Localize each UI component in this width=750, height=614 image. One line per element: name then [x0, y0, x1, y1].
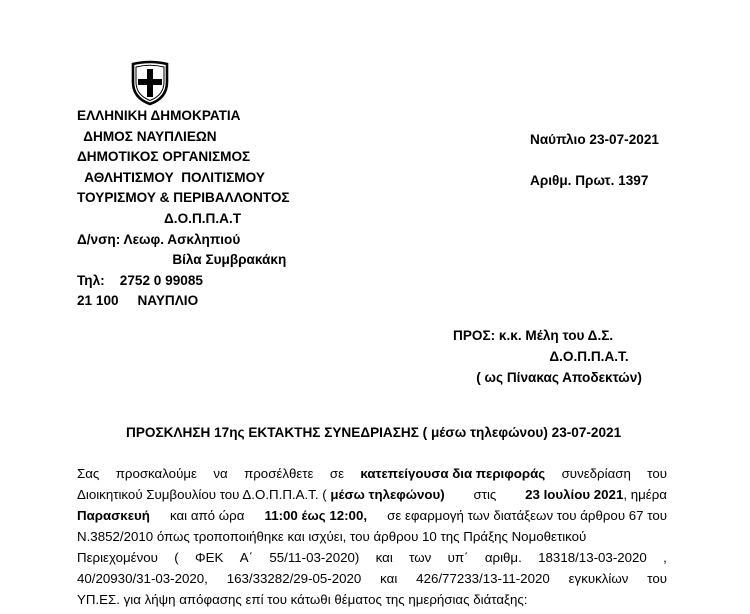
document-meta	[530, 130, 659, 212]
body-line	[77, 526, 667, 547]
letterhead-country: ΕΛΛΗΝΙΚΗ ΔΗΜΟΚΡΑΤΙΑ	[77, 108, 241, 123]
recipient-line: Δ.Ο.Π.Π.Α.Τ.	[497, 349, 629, 364]
word: αριθμ.	[484, 550, 522, 565]
body-line	[77, 463, 667, 484]
body-line	[77, 505, 667, 526]
text: ΥΠ.ΕΣ. για λήψη απόφασης επί του κάτωθι θέματος της ημερήσιας διάταξης:	[77, 592, 528, 607]
word: του	[647, 571, 667, 586]
letterhead-municipality: ΔΗΜΟΣ ΝΑΥΠΛΙΕΩΝ	[80, 128, 217, 144]
word: προσέλθετε	[244, 466, 314, 481]
word: σε	[329, 466, 345, 481]
word: 55/11-03-2020)	[269, 550, 360, 565]
letterhead-organization-line2: ΑΘΛΗΤΙΣΜΟΥ ΠΟΛΙΤΙΣΜΟΥ	[81, 169, 265, 185]
body-line	[77, 589, 667, 610]
word: υπ΄	[447, 550, 469, 565]
letterhead-phone: Τηλ: 2752 0 99085	[77, 272, 203, 288]
protocol-number: Αριθμ. Πρωτ. 1397	[530, 173, 649, 188]
word: (	[174, 550, 179, 565]
word: εγκυκλίων	[568, 571, 629, 586]
recipient-line: ΠΡΟΣ: κ.κ. Μέλη του Δ.Σ.	[453, 328, 614, 343]
coat-of-arms-icon	[127, 60, 173, 106]
word: 426/77233/13-11-2020	[416, 571, 550, 586]
body-line	[77, 568, 667, 589]
recipient-line: ( ως Πίνακας Αποδεκτών)	[446, 370, 642, 385]
emphasis-procedure: κατεπείγουσα δια περιφοράς	[360, 466, 546, 481]
word: Σας	[77, 466, 100, 481]
word: και	[380, 571, 398, 586]
word: 40/20930/31-03-2020,	[77, 571, 208, 586]
word: ΦΕΚ	[195, 550, 224, 565]
word: στις	[473, 487, 497, 502]
word: να	[213, 466, 228, 481]
word: Περιεχομένου	[77, 550, 158, 565]
word: του	[647, 466, 667, 481]
letterhead-postcode-city: 21 100 ΝΑΥΠΛΙΟ	[77, 293, 199, 309]
letterhead-address: Δ/νση: Λεωφ. Ασκληπιού	[77, 231, 241, 247]
text: Ν.3852/2010 όπως τροποποιήθηκε και ισχύει, του άρθρου 10 της Πράξης Νομοθετικού	[77, 529, 587, 544]
body-line	[77, 547, 667, 568]
text: σε εφαρμογή των διατάξεων του άρθρου 67 του	[387, 508, 667, 523]
word: συνεδρίαση	[561, 466, 631, 481]
word: 163/33282/29-05-2020	[226, 571, 362, 586]
recipient-block	[446, 325, 642, 388]
emphasis-day: Παρασκευή	[77, 508, 150, 523]
letterhead-organization: ΔΗΜΟΤΙΚΟΣ ΟΡΓΑΝΙΣΜΟΣ	[77, 149, 251, 165]
text-run	[525, 484, 667, 505]
word: και	[375, 550, 393, 565]
emphasis-phone: μέσω τηλεφώνου)	[330, 487, 445, 502]
letterhead-acronym: Δ.Ο.Π.Π.Α.Τ	[123, 210, 242, 226]
text-run	[77, 484, 445, 505]
letterhead-organization-line3: ΤΟΥΡΙΣΜΟΥ & ΠΕΡΙΒΑΛΛΟΝΤΟΣ	[77, 190, 290, 206]
word: 18318/13-03-2020	[538, 550, 647, 565]
letterhead-address-line2: Βίλα Συμβρακάκη	[127, 252, 287, 268]
word: ,	[663, 550, 667, 565]
text: Διοικητικού Συμβουλίου του Δ.Ο.Π.Π.Α.Τ. (	[77, 487, 327, 502]
word: Α΄	[239, 550, 254, 565]
invitation-title: ΠΡΟΣΚΛΗΣΗ 17ης ΕΚΤΑΚΤΗΣ ΣΥΝΕΔΡΙΑΣΗΣ ( μέσω τηλεφώνου) 23-07-2021	[126, 425, 622, 440]
word: προσκαλούμε	[115, 466, 197, 481]
text: , ημέρα	[623, 487, 667, 502]
letterhead	[77, 106, 290, 312]
body-line	[77, 484, 667, 505]
emphasis-date: 23 Ιουλίου 2021	[525, 487, 624, 502]
place-date: Ναύπλιο 23-07-2021	[530, 132, 659, 147]
word: των	[409, 550, 432, 565]
emphasis-time: 11:00 έως 12:00,	[264, 508, 368, 523]
body-paragraph	[77, 463, 667, 610]
text: και από ώρα	[170, 508, 245, 523]
